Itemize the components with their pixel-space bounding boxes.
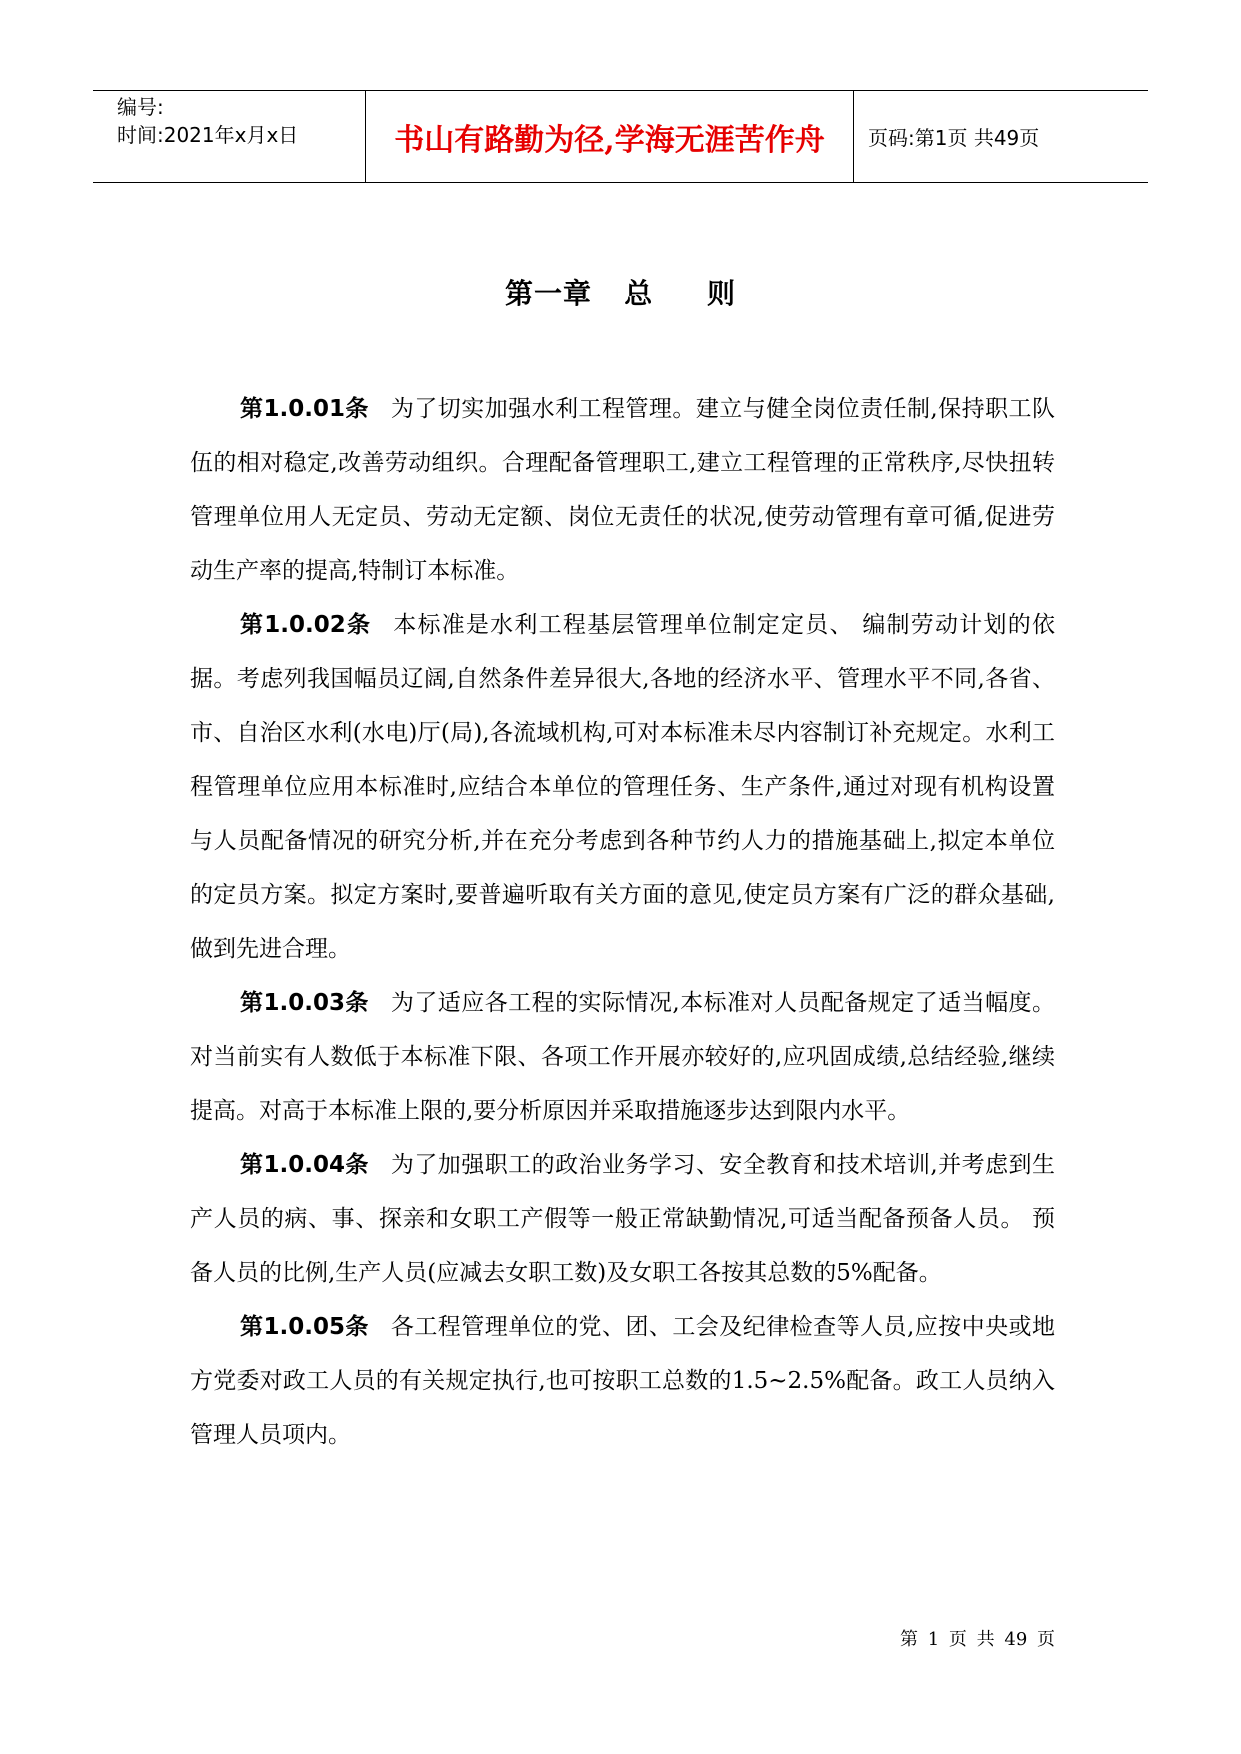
chapter-title: 第一章 总 则	[505, 277, 736, 310]
article-1-0-02	[190, 598, 1055, 976]
article-text: 各工程管理单位的党、团、工会及纪律检查等人员,应按中央或地方党委对政工人员的有关规定执行,也可按职工总数的1.5~2.5%配备。政工人员纳入管理人员项内。	[190, 1314, 1056, 1448]
article-text: 为了适应各工程的实际情况,本标准对人员配备规定了适当幅度。对当前实有人数低于本标准下限、各项工作开展亦较好的,应巩固成绩,总结经验,继续提高。对高于本标准上限的,要分析原因并采取措施逐步达到限内水平。	[190, 990, 1056, 1124]
page-footer: 第 1 页 共 49 页	[900, 1629, 1055, 1650]
article-text: 为了加强职工的政治业务学习、安全教育和技术培训,并考虑到生产人员的病、事、探亲和女职工产假等一般正常缺勤情况,可适当配备预备人员。 预备人员的比例,生产人员(应减去女职工数)及女职工各按其总数的5%配备。	[190, 1152, 1056, 1286]
document-body	[190, 382, 1055, 1462]
header-page-info: 页码:第1页 共49页	[868, 126, 1040, 150]
document-number-label: 编号:	[117, 95, 164, 119]
article-label: 第1.0.03条	[240, 990, 369, 1016]
article-1-0-04	[190, 1138, 1055, 1300]
page-header	[93, 90, 1148, 183]
article-label: 第1.0.04条	[240, 1152, 369, 1178]
article-text: 为了切实加强水利工程管理。建立与健全岗位责任制,保持职工队伍的相对稳定,改善劳动组织。合理配备管理职工,建立工程管理的正常秩序,尽快扭转管理单位用人无定员、劳动无定额、岗位无责任的状况,使劳动管理有章可循,促进劳动生产率的提高,特制订本标准。	[190, 396, 1056, 584]
article-label: 第1.0.05条	[240, 1314, 369, 1340]
article-text: 本标准是水利工程基层管理单位制定定员、 编制劳动计划的依据。考虑列我国幅员辽阔,自然条件差异很大,各地的经济水平、管理水平不同,各省、市、自治区水利(水电)厅(局),各流域机构,可对本标准未尽内容制订补充规定。水利工程管理单位应用本标准时,应结合本单位的管理任务、生产条件,通过对现有机构设置与人员配备情况的研究分析,并在充分考虑到各种节约人力的措施基础上,拟定本单位的定员方案。拟定方案时,要普遍听取有关方面的意见,使定员方案有广泛的群众基础,做到先进合理。	[190, 612, 1055, 962]
article-1-0-05	[190, 1300, 1055, 1462]
document-time: 时间:2021年x月x日	[117, 123, 299, 147]
article-1-0-03	[190, 976, 1055, 1138]
article-1-0-01	[190, 382, 1055, 598]
header-motto: 书山有路勤为径,学海无涯苦作舟	[366, 91, 854, 182]
header-meta	[93, 91, 366, 182]
article-label: 第1.0.02条	[240, 612, 372, 638]
article-label: 第1.0.01条	[240, 396, 369, 422]
